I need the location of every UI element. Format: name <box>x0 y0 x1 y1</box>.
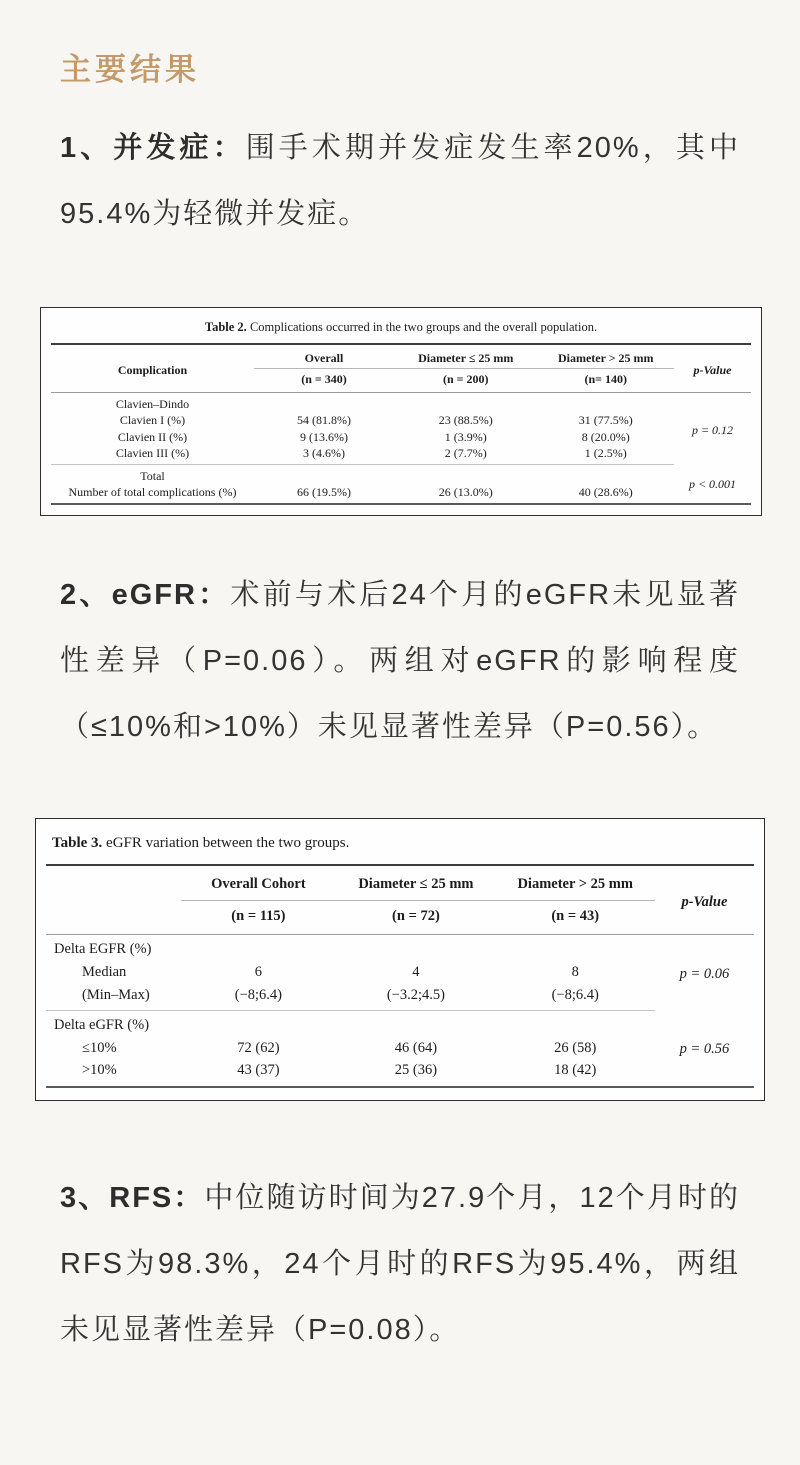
table-cell: 9 (13.6%) <box>300 429 348 444</box>
paragraph-rfs <box>60 1165 740 1363</box>
table2-row-clavien-3 <box>51 445 751 465</box>
row-label: Total <box>140 468 165 483</box>
table2-caption <box>51 320 751 335</box>
table-cell: 2 (7.7%) <box>394 445 538 465</box>
table2-caption-label: Table 2. <box>204 320 247 334</box>
row-label: (Min–Max) <box>46 984 181 1011</box>
table-cell: 26 (58) <box>554 1039 597 1056</box>
paragraph-3-text: 中位随访时间为27.9个月，12个月时的RFS为98.3%，24个月时的RFS为95.4%，两组未见显著性差异（P=0.08）。 <box>60 1181 740 1346</box>
table-cell: (−8;6.4) <box>181 984 337 1011</box>
row-label: Clavien III (%) <box>51 445 254 465</box>
table2-header-overall: Overall <box>254 344 394 369</box>
table3-row-le10 <box>46 1037 754 1060</box>
table2-row-clavien-dindo <box>51 393 751 413</box>
table-cell-empty <box>538 393 675 413</box>
table-cell: 1 (2.5%) <box>538 445 675 465</box>
table2-caption-text: Complications occurred in the two groups and the overall population. <box>246 320 598 334</box>
table-cell-empty <box>496 1011 655 1037</box>
table2-section1-pvalue: p = 0.12 <box>691 423 734 438</box>
paragraph-complications <box>60 115 740 247</box>
table3-header-blank <box>46 865 181 935</box>
table3-row-min-max <box>46 984 754 1011</box>
table3-n-overall: (n = 115) <box>181 900 337 935</box>
table-cell: (−3.2;4.5) <box>336 984 495 1011</box>
table-cell: 54 (81.8%) <box>297 413 351 428</box>
table-cell: 43 (37) <box>237 1062 280 1079</box>
row-label: Delta EGFR (%) <box>54 941 152 958</box>
table2-row-clavien-2 <box>51 429 751 445</box>
table3-header-pvalue: p-Value <box>655 865 754 935</box>
table-cell-empty <box>336 935 495 961</box>
table-cell-empty <box>254 393 394 413</box>
paragraph-2-text: 术前与术后24个月的eGFR未见显著性差异（P=0.06）。两组对eGFR的影响程度（≤10%和>10%）未见显著性差异（P=0.56）。 <box>60 579 740 744</box>
table-cell: 1 (3.9%) <box>444 429 487 444</box>
table2-header-le25: Diameter ≤ 25 mm <box>394 344 538 369</box>
row-label: ≤10% <box>82 1039 117 1056</box>
table2-row-clavien-1 <box>51 412 751 428</box>
table2-header-row-1 <box>51 344 751 369</box>
table3-n-le25: (n = 72) <box>336 900 495 935</box>
table3-row-delta-egfr-2 <box>46 1011 754 1037</box>
table2-header-complication: Complication <box>51 344 254 393</box>
table-cell: 8 (20.0%) <box>581 429 630 444</box>
table3-row-median <box>46 961 754 984</box>
table-cell: 6 <box>254 963 263 980</box>
table-cell: 66 (19.5%) <box>297 485 351 500</box>
paragraph-1-text: 围手术期并发症发生率20%，其中95.4%为轻微并发症。 <box>60 132 740 230</box>
table3 <box>46 864 754 1088</box>
row-label: Delta eGFR (%) <box>54 1017 150 1034</box>
row-label: Clavien II (%) <box>117 429 188 444</box>
table2-card <box>40 307 762 516</box>
table3-section2-pvalue: p = 0.56 <box>679 1041 730 1058</box>
table-cell: 46 (64) <box>394 1039 438 1056</box>
table-cell-empty <box>181 1011 337 1037</box>
table2-section2-pvalue: p < 0.001 <box>688 477 737 492</box>
table-cell: 23 (88.5%) <box>438 413 493 428</box>
table-cell: 72 (62) <box>237 1039 280 1056</box>
row-label: Number of total complications (%) <box>68 485 237 500</box>
table2 <box>51 343 751 505</box>
table2-row-total <box>51 464 751 484</box>
table3-card <box>35 818 765 1101</box>
table2-n-le25: (n = 200) <box>394 369 538 393</box>
row-label: Clavien–Dindo <box>115 397 190 412</box>
table3-row-gt10 <box>46 1059 754 1087</box>
table-cell-empty <box>394 393 538 413</box>
table3-caption-label: Table 3. <box>52 835 103 852</box>
table-cell-empty <box>538 464 675 484</box>
table-cell: (−8;6.4) <box>496 984 655 1011</box>
table3-n-gt25: (n = 43) <box>496 900 655 935</box>
page-title: 主要结果 <box>60 52 200 87</box>
table-cell: 25 (36) <box>394 1062 438 1079</box>
table-cell: 8 <box>571 963 579 980</box>
table-cell: 31 (77.5%) <box>578 413 633 428</box>
table3-header-le25: Diameter ≤ 25 mm <box>336 865 495 900</box>
table2-header-gt25: Diameter > 25 mm <box>538 344 675 369</box>
paragraph-3-lead: 3、RFS： <box>60 1181 205 1214</box>
row-label: Clavien I (%) <box>119 413 186 428</box>
table2-header-pvalue: p-Value <box>674 344 751 393</box>
row-label: >10% <box>82 1062 117 1079</box>
table3-header-row-1 <box>46 865 754 900</box>
table3-header-gt25: Diameter > 25 mm <box>496 865 655 900</box>
table-cell: 18 (42) <box>554 1062 597 1079</box>
row-label: Median <box>82 963 127 980</box>
paragraph-1-lead: 1、并发症： <box>60 132 246 164</box>
table-cell-empty <box>254 464 394 484</box>
table-cell-empty <box>336 1011 495 1037</box>
table2-row-total-number <box>51 484 751 504</box>
table2-n-gt25: (n= 140) <box>538 369 675 393</box>
table-cell: 4 <box>412 963 420 980</box>
paragraph-egfr <box>60 562 740 760</box>
paragraph-2-lead: 2、eGFR： <box>60 579 231 612</box>
table3-header-overall: Overall Cohort <box>181 865 337 900</box>
table-cell-empty <box>496 935 655 961</box>
table-cell-empty <box>181 935 337 961</box>
table-cell: 3 (4.6%) <box>254 445 394 465</box>
article-page <box>0 44 800 1465</box>
table3-section1-pvalue: p = 0.06 <box>679 966 730 983</box>
table3-caption <box>46 835 754 852</box>
table2-n-overall: (n = 340) <box>254 369 394 393</box>
table3-caption-text: eGFR variation between the two groups. <box>102 835 350 852</box>
table-cell: 26 (13.0%) <box>438 485 493 500</box>
table-cell: 40 (28.6%) <box>578 485 633 500</box>
table3-row-delta-egfr-1 <box>46 935 754 961</box>
table-cell-empty <box>394 464 538 484</box>
